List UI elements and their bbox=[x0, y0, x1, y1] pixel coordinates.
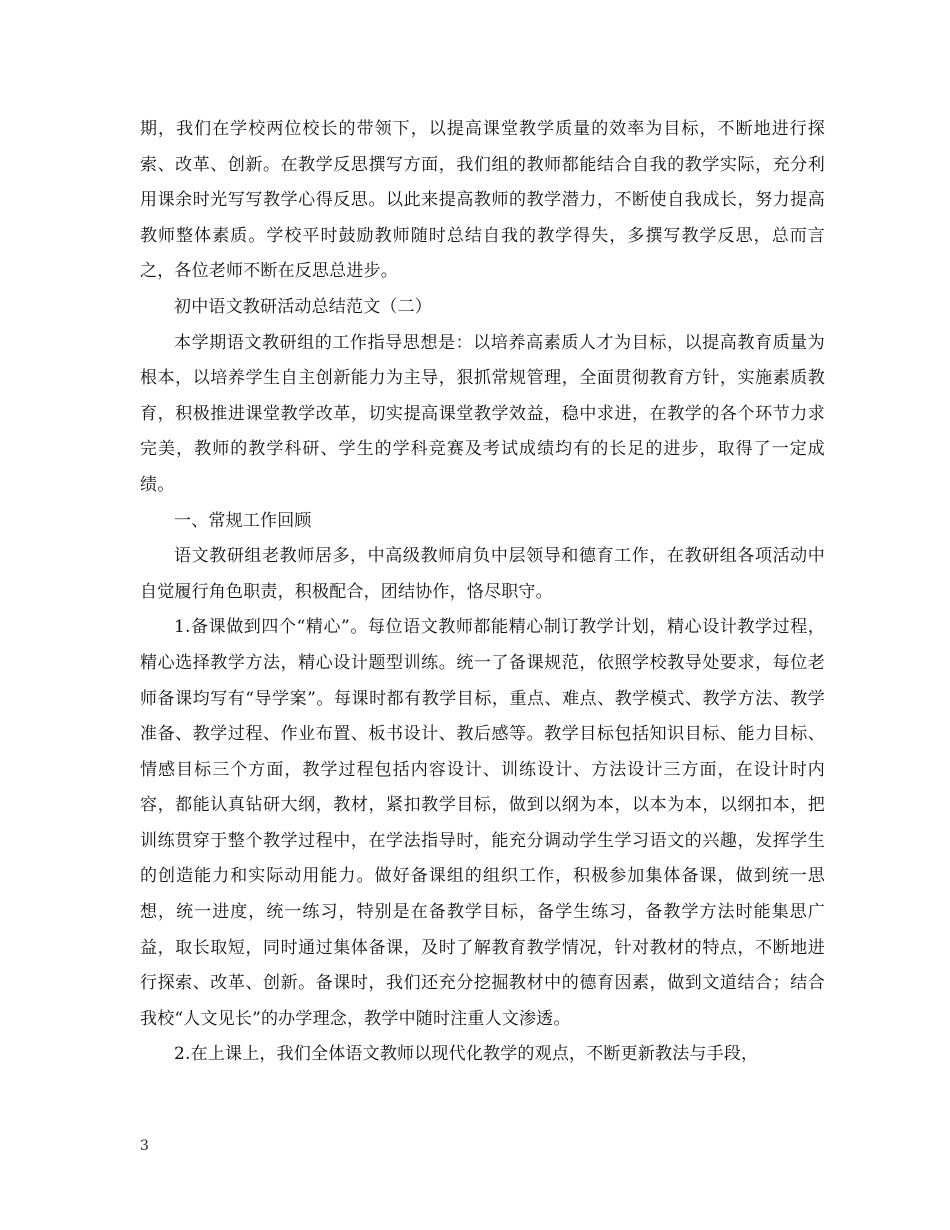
paragraph-guiding-thought: 本学期语文教研组的工作指导思想是：以培养高素质人才为目标，以提高教育质量为根本，以培养学生自主创新能力为主导，狠抓常规管理，全面贯彻教育方针，实施素质教育，积极推进课堂教学改革，切实提高课堂教学效益，稳中求进，在教学的各个环节力求完美，教师的教学科研、学生的学科竞赛及考试成绩均有的长足的进步，取得了一定成绩。 bbox=[140, 332, 825, 495]
document-body bbox=[140, 112, 825, 1073]
paragraph-lesson-prep: 1.备课做到四个“精心”。每位语文教师都能精心制订教学计划，精心设计教学过程，精心选择教学方法，精心设计题型训练。统一了备课规范，依照学校教导处要求，每位老师备课均写有“导学案”。每课时都有教学目标，重点、难点、教学模式、教学方法、教学准备、教学过程、作业布置、板书设计、教后感等。教学目标包括知识目标、能力目标、情感目标三个方面，教学过程包括内容设计、训练设计、方法设计三方面，在设计时内容，都能认真钻研大纲，教材，紧扣教学目标，做到以纲为本，以本为本，以纲扣本，把训练贯穿于整个教学过程中，在学法指导时，能充分调动学生学习语文的兴趣，发挥学生的创造能力和实际动用能力。做好备课组的组织工作，积极参加集体备课，做到统一思想，统一进度，统一练习，特别是在备教学目标，备学生练习，备教学方法时能集思广益，取长取短，同时通过集体备课，及时了解教育教学情况，针对教材的特点，不断地进行探索、改革、创新。备课时，我们还充分挖掘教材中的德育因素，做到文道结合；结合我校“人文见长”的办学理念，教学中随时注重人文渗透。 bbox=[140, 617, 825, 1029]
paragraph-classes: 2.在上课上，我们全体语文教师以现代化教学的观点，不断更新教法与手段， bbox=[174, 1044, 759, 1065]
section-heading-routine-review: 一、常规工作回顾 bbox=[174, 510, 312, 531]
page-number: 3 bbox=[140, 1138, 149, 1154]
section-title: 初中语文教研活动总结范文（二） bbox=[174, 296, 432, 317]
paragraph-continuation: 期，我们在学校两位校长的带领下，以提高课堂教学质量的效率为目标，不断地进行探索、改革、创新。在教学反思撰写方面，我们组的教师都能结合自我的教学实际，充分利用课余时光写写教学心得反思。以此来提高教师的教学潜力，不断使自我成长，努力提高教师整体素质。学校平时鼓励教师随时总结自我的教学得失，多撰写教学反思，总而言之，各位老师不断在反思总进步。 bbox=[140, 119, 825, 282]
paragraph-staff: 语文教研组老教师居多，中高级教师肩负中层领导和德育工作，在教研组各项活动中自觉履行角色职责，积极配合，团结协作，恪尽职守。 bbox=[140, 546, 825, 602]
